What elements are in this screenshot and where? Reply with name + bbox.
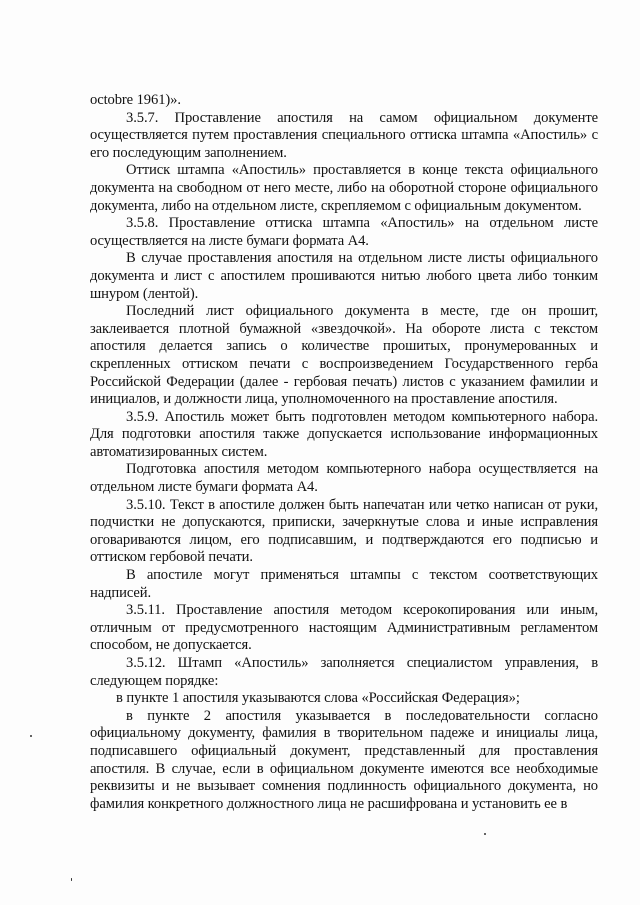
paragraph-separate-sheet: В случае проставления апостиля на отдельном листе листы официального документа и лист с апостилем прошиваются нитью любого цвета либо тонким шнуром (лентой). <box>90 250 598 302</box>
scan-speck <box>71 878 72 881</box>
paragraph-3-5-8: 3.5.8. Проставление оттиска штампа «Апостиль» на отдельном листе осуществляется на листе бумаги формата А4. <box>90 215 598 249</box>
paragraph-continuation: octobre 1961)». <box>90 92 181 108</box>
paragraph-computer-typing: Подготовка апостиля методом компьютерного набора осуществляется на отдельном листе бумаги формата А4. <box>90 461 598 496</box>
document-body <box>90 92 598 813</box>
paragraph-stamps-text: В апостиле могут применяться штампы с текстом соответствующих надписей. <box>90 567 598 601</box>
paragraph-3-5-7: 3.5.7. Проставление апостиля на самом официальном документе осуществляется путем проставления специального оттиска штампа «Апостиль» с его последующим заполнением. <box>90 109 598 161</box>
paragraph-3-5-9: 3.5.9. Апостиль может быть подготовлен методом компьютерного набора. Для подготовки апостиля также допускается использование информационных автоматизированных систем. <box>90 408 598 460</box>
paragraph-point-1: в пункте 1 апостиля указываются слова «Российская Федерация»; <box>116 690 520 707</box>
paragraph-3-5-11: 3.5.11. Проставление апостиля методом ксерокопирования или иным, отличным от предусмотренного настоящим Административным регламентом способом, не допускается. <box>90 602 598 654</box>
paragraph-point-2: в пункте 2 апостиля указывается в последовательности согласно официальному документу, фамилия в творительном падеже и инициалы лица, подписавшего официальный документ, представленный для проставления апостиля. В случае, если в официальном документе имеются все необходимые реквизиты и не вызывает сомнения подлинность официального документа, но фамилия конкретного должностного лица не расшифрована и установить ее в <box>90 707 598 812</box>
paragraph-last-sheet: Последний лист официального документа в месте, где он прошит, заклеивается плотной бумажной «звездочкой». На обороте листа с текстом апостиля делается запись о количестве прошитых, пронумерованных и скрепленных оттиском печати с воспроизведением Государственного герба Российской Федерации (далее - гербовая печать) листов с указанием фамилии и инициалов, и должности лица, уполномоченного на проставление апостиля. <box>90 303 598 408</box>
scan-speck <box>30 735 32 737</box>
paragraph-stamp-placement: Оттиск штампа «Апостиль» проставляется в конце текста официального документа на свободном от него месте, либо на оборотной стороне официального документа, либо на отдельном листе, скрепляемом с официальным документом. <box>90 162 598 214</box>
paragraph-3-5-12: 3.5.12. Штамп «Апостиль» заполняется специалистом управления, в следующем порядке: <box>90 655 598 689</box>
scan-speck <box>484 833 486 835</box>
paragraph-3-5-10: 3.5.10. Текст в апостиле должен быть напечатан или четко написан от руки, подчистки не допускаются, приписки, зачеркнутые слова и иные исправления оговариваются лицом, его подписавшим, и подтверждаются его подписью и оттиском гербовой печати. <box>90 496 598 566</box>
